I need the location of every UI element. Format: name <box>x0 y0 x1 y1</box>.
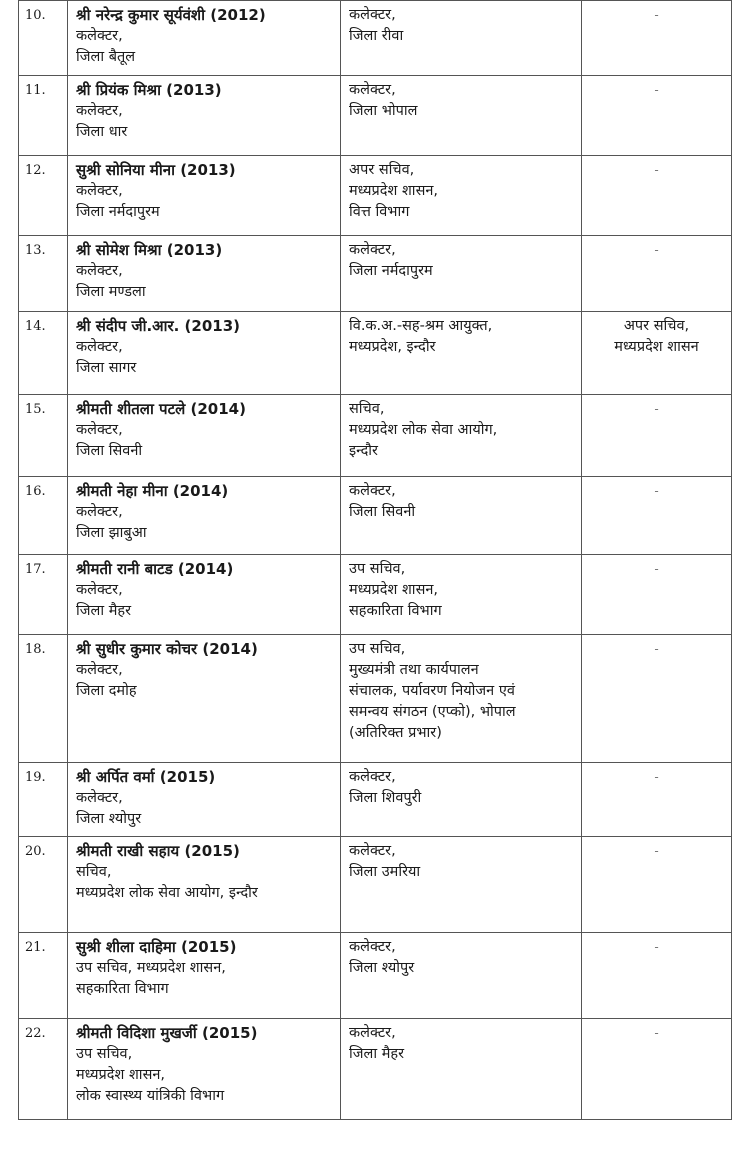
current-post-line: उप सचिव, <box>76 1046 133 1062</box>
new-post-cell <box>341 837 582 933</box>
officer-name: श्रीमती राखी सहाय (2015) <box>76 842 240 860</box>
remarks-line: मध्यप्रदेश शासन <box>614 339 699 355</box>
new-post-cell <box>341 395 582 477</box>
remarks-dash: - <box>654 844 659 858</box>
new-post-line: कलेक्टर, <box>349 939 396 955</box>
remarks-cell <box>582 763 732 837</box>
serial-number: 17. <box>19 555 68 635</box>
table-row <box>19 312 732 395</box>
remarks-dash: - <box>654 8 659 22</box>
officer-cell <box>68 312 341 395</box>
officer-cell <box>68 1 341 76</box>
officer-cell <box>68 1019 341 1120</box>
officer-name: श्रीमती विदिशा मुखर्जी (2015) <box>76 1024 258 1042</box>
remarks-cell <box>582 156 732 236</box>
table-row <box>19 763 732 837</box>
current-post-line: कलेक्टर, <box>76 504 123 520</box>
current-post-line: कलेक्टर, <box>76 582 123 598</box>
officer-cell <box>68 395 341 477</box>
current-post-line: कलेक्टर, <box>76 790 123 806</box>
new-post-line: जिला उमरिया <box>349 864 421 880</box>
serial-number: 18. <box>19 635 68 763</box>
current-post-line: मध्यप्रदेश शासन, <box>76 1067 166 1083</box>
new-post-line: जिला भोपाल <box>349 103 418 119</box>
new-post-cell <box>341 236 582 312</box>
new-post-cell <box>341 76 582 156</box>
officer-name: श्री अर्पित वर्मा (2015) <box>76 768 216 786</box>
new-post-line: मध्यप्रदेश, इन्दौर <box>349 339 436 355</box>
remarks-dash: - <box>654 484 659 498</box>
new-post-line: कलेक्टर, <box>349 242 396 258</box>
serial-number: 12. <box>19 156 68 236</box>
new-post-cell <box>341 555 582 635</box>
officer-name: श्री सोमेश मिश्रा (2013) <box>76 241 223 259</box>
table-row <box>19 156 732 236</box>
officer-name: श्री संदीप जी.आर. (2013) <box>76 317 241 335</box>
new-post-line: मध्यप्रदेश शासन, <box>349 183 439 199</box>
table-row <box>19 236 732 312</box>
current-post-line: जिला मण्डला <box>76 284 146 300</box>
serial-number: 11. <box>19 76 68 156</box>
officer-cell <box>68 76 341 156</box>
serial-number: 14. <box>19 312 68 395</box>
remarks-dash: - <box>654 163 659 177</box>
new-post-line: जिला रीवा <box>349 28 404 44</box>
current-post-line: लोक स्वास्थ्य यांत्रिकी विभाग <box>76 1088 225 1104</box>
current-post-line: कलेक्टर, <box>76 28 123 44</box>
remarks-dash: - <box>654 83 659 97</box>
officer-name: सुश्री सोनिया मीना (2013) <box>76 161 236 179</box>
table-row <box>19 933 732 1019</box>
officer-cell <box>68 156 341 236</box>
new-post-line: जिला नर्मदापुरम <box>349 263 433 279</box>
current-post-line: कलेक्टर, <box>76 183 123 199</box>
new-post-line: कलेक्टर, <box>349 82 396 98</box>
new-post-line: कलेक्टर, <box>349 769 396 785</box>
current-post-line: जिला झाबुआ <box>76 525 147 541</box>
current-post-line: सचिव, <box>76 864 112 880</box>
current-post-line: जिला सिवनी <box>76 443 143 459</box>
new-post-line: कलेक्टर, <box>349 7 396 23</box>
new-post-cell <box>341 1 582 76</box>
table-row <box>19 837 732 933</box>
officer-name: श्रीमती शीतला पटले (2014) <box>76 400 246 418</box>
officer-cell <box>68 635 341 763</box>
new-post-cell <box>341 933 582 1019</box>
new-post-cell <box>341 477 582 555</box>
remarks-dash: - <box>654 642 659 656</box>
remarks-cell <box>582 1 732 76</box>
table-row <box>19 76 732 156</box>
new-post-line: कलेक्टर, <box>349 843 396 859</box>
remarks-dash: - <box>654 1026 659 1040</box>
new-post-cell <box>341 635 582 763</box>
new-post-line: जिला श्योपुर <box>349 960 415 976</box>
officer-cell <box>68 236 341 312</box>
remarks-dash: - <box>654 243 659 257</box>
new-post-line: सचिव, <box>349 401 385 417</box>
current-post-line: उप सचिव, मध्यप्रदेश शासन, <box>76 960 226 976</box>
current-post-line: कलेक्टर, <box>76 339 123 355</box>
new-post-line: जिला मैहर <box>349 1046 405 1062</box>
officer-cell <box>68 477 341 555</box>
remarks-cell <box>582 933 732 1019</box>
table-body <box>19 1 732 1120</box>
current-post-line: जिला नर्मदापुरम <box>76 204 160 220</box>
officer-name: श्री नरेन्द्र कुमार सूर्यवंशी (2012) <box>76 6 266 24</box>
new-post-line: जिला शिवपुरी <box>349 790 422 806</box>
table-row <box>19 1 732 76</box>
new-post-line: वित्त विभाग <box>349 204 410 220</box>
serial-number: 13. <box>19 236 68 312</box>
new-post-line: संचालक, पर्यावरण नियोजन एवं <box>349 683 515 699</box>
current-post-line: कलेक्टर, <box>76 662 123 678</box>
serial-number: 22. <box>19 1019 68 1120</box>
new-post-line: समन्वय संगठन (एप्को), भोपाल <box>349 704 516 720</box>
table-row <box>19 635 732 763</box>
table-row <box>19 477 732 555</box>
officer-name: सुश्री शीला दाहिमा (2015) <box>76 938 237 956</box>
table-row <box>19 1019 732 1120</box>
officer-name: श्रीमती रानी बाटड (2014) <box>76 560 234 578</box>
current-post-line: सहकारिता विभाग <box>76 981 169 997</box>
serial-number: 16. <box>19 477 68 555</box>
serial-number: 10. <box>19 1 68 76</box>
new-post-line: मध्यप्रदेश शासन, <box>349 582 439 598</box>
new-post-line: (अतिरिक्त प्रभार) <box>349 725 442 741</box>
remarks-dash: - <box>654 402 659 416</box>
current-post-line: मध्यप्रदेश लोक सेवा आयोग, इन्दौर <box>76 885 258 901</box>
serial-number: 21. <box>19 933 68 1019</box>
current-post-line: जिला श्योपुर <box>76 811 142 827</box>
officer-cell <box>68 837 341 933</box>
serial-number: 20. <box>19 837 68 933</box>
remarks-cell <box>582 837 732 933</box>
new-post-line: सहकारिता विभाग <box>349 603 442 619</box>
new-post-cell <box>341 156 582 236</box>
new-post-line: इन्दौर <box>349 443 378 459</box>
remarks-cell <box>582 1019 732 1120</box>
remarks-cell <box>582 395 732 477</box>
new-post-line: मध्यप्रदेश लोक सेवा आयोग, <box>349 422 498 438</box>
table-row <box>19 395 732 477</box>
new-post-line: अपर सचिव, <box>349 162 415 178</box>
table-row <box>19 555 732 635</box>
remarks-dash: - <box>654 940 659 954</box>
officer-cell <box>68 933 341 1019</box>
new-post-line: वि.क.अ.-सह-श्रम आयुक्त, <box>349 318 493 334</box>
current-post-line: जिला बैतूल <box>76 49 136 65</box>
current-post-line: कलेक्टर, <box>76 103 123 119</box>
remarks-line: अपर सचिव, <box>623 318 690 334</box>
remarks-cell <box>582 477 732 555</box>
current-post-line: कलेक्टर, <box>76 263 123 279</box>
officer-cell <box>68 763 341 837</box>
serial-number: 19. <box>19 763 68 837</box>
transfer-table <box>18 0 732 1120</box>
current-post-line: जिला मैहर <box>76 603 132 619</box>
new-post-line: कलेक्टर, <box>349 483 396 499</box>
remarks-cell <box>582 312 732 395</box>
new-post-cell <box>341 312 582 395</box>
new-post-line: कलेक्टर, <box>349 1025 396 1041</box>
officer-name: श्री सुधीर कुमार कोचर (2014) <box>76 640 258 658</box>
current-post-line: कलेक्टर, <box>76 422 123 438</box>
new-post-cell <box>341 763 582 837</box>
remarks-cell <box>582 76 732 156</box>
officer-cell <box>68 555 341 635</box>
new-post-line: मुख्यमंत्री तथा कार्यपालन <box>349 662 479 678</box>
remarks-cell <box>582 555 732 635</box>
new-post-line: उप सचिव, <box>349 561 406 577</box>
current-post-line: जिला दमोह <box>76 683 137 699</box>
current-post-line: जिला धार <box>76 124 128 140</box>
remarks-dash: - <box>654 562 659 576</box>
new-post-cell <box>341 1019 582 1120</box>
officer-name: श्री प्रियंक मिश्रा (2013) <box>76 81 222 99</box>
remarks-cell <box>582 635 732 763</box>
new-post-line: जिला सिवनी <box>349 504 416 520</box>
remarks-cell <box>582 236 732 312</box>
remarks-dash: - <box>654 770 659 784</box>
new-post-line: उप सचिव, <box>349 641 406 657</box>
serial-number: 15. <box>19 395 68 477</box>
current-post-line: जिला सागर <box>76 360 137 376</box>
officer-name: श्रीमती नेहा मीना (2014) <box>76 482 229 500</box>
